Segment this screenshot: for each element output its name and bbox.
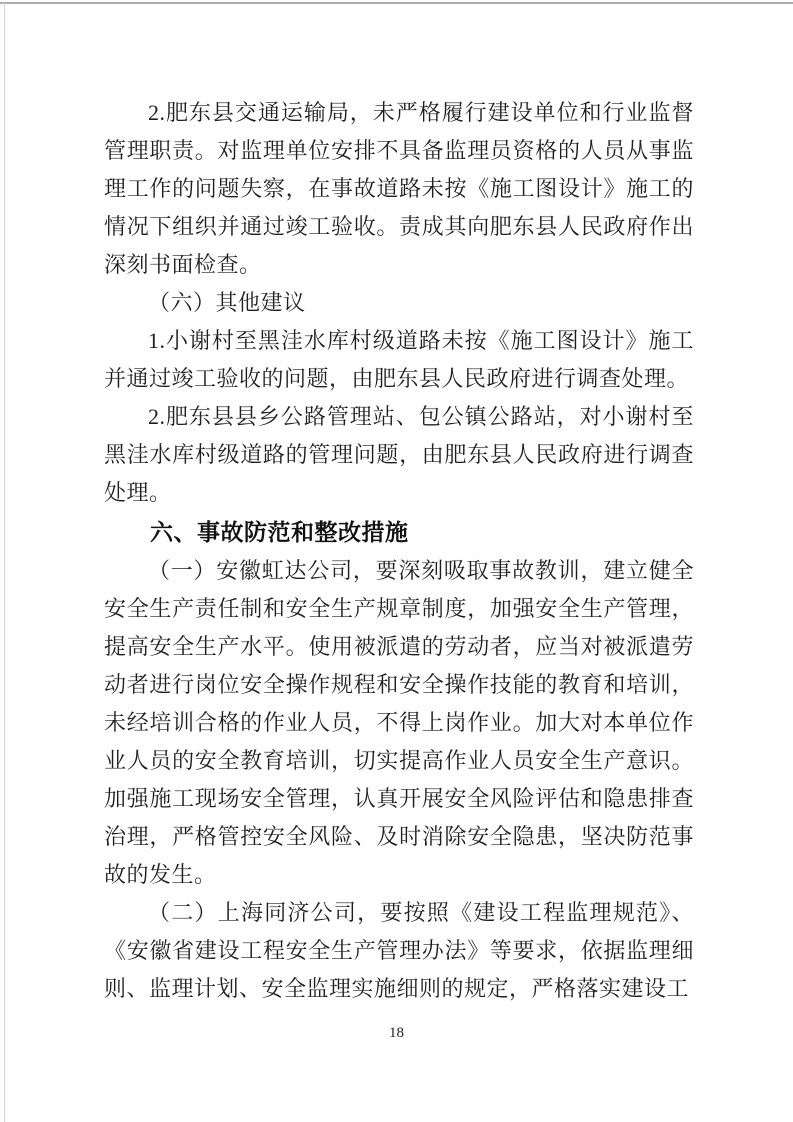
- section-heading: 六、事故防范和整改措施: [150, 519, 409, 545]
- subsection-heading: （六）其他建议: [148, 290, 306, 315]
- document-body: [104, 94, 694, 1008]
- body-paragraph: 1.小谢村至黑洼水库村级道路未按《施工图设计》施工并通过竣工验收的问题，由肥东县人民政府进行调查处理。: [104, 328, 694, 391]
- body-paragraph: （一）安徽虹达公司，要深刻吸取事故教训，建立健全安全生产责任制和安全生产规章制度，加强安全生产管理，提高安全生产水平。使用被派遣的劳动者，应当对被派遣劳动者进行岗位安全操作规程和安全操作技能的教育和培训，未经培训合格的作业人员，不得上岗作业。加大对本单位作业人员的安全教育培训，切实提高作业人员安全生产意识。加强施工现场安全管理，认真开展安全风险评估和隐患排查治理，严格管控安全风险、及时消除安全隐患，坚决防范事故的发生。: [104, 558, 694, 887]
- page-top-border: [0, 2, 793, 4]
- page-left-border: [4, 3, 5, 1122]
- body-paragraph: （二）上海同济公司，要按照《建设工程监理规范》、《安徽省建设工程安全生产管理办法》等要求，依据监理细则、监理计划、安全监理实施细则的规定，严格落实建设工: [104, 900, 694, 1001]
- body-paragraph: 2.肥东县交通运输局，未严格履行建设单位和行业监督管理职责。对监理单位安排不具备监理员资格的人员从事监理工作的问题失察，在事故道路未按《施工图设计》施工的情况下组织并通过竣工验收。责成其向肥东县人民政府作出深刻书面检查。: [104, 100, 694, 277]
- body-paragraph: 2.肥东县县乡公路管理站、包公镇公路站，对小谢村至黑洼水库村级道路的管理问题，由肥东县人民政府进行调查处理。: [104, 404, 694, 505]
- page-number: 18: [389, 1025, 404, 1041]
